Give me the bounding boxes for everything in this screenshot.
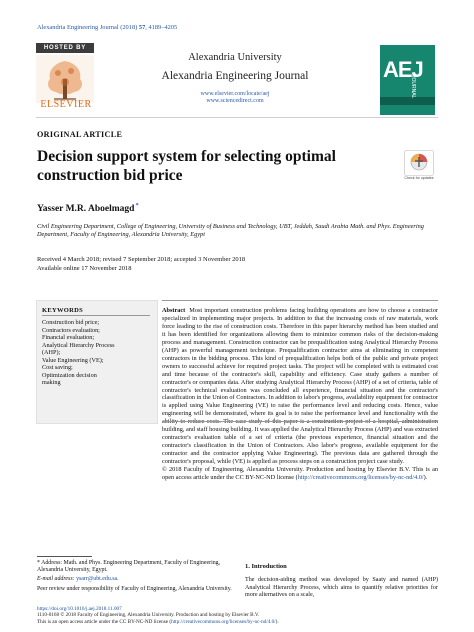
elsevier-tree-logo xyxy=(36,55,94,103)
keyword-item: Financial evaluation; xyxy=(42,334,95,341)
cover-letters: AEJ xyxy=(383,57,423,82)
open-access-close: ). xyxy=(275,618,279,625)
received-dates: Received 4 March 2018; revised 7 September 2018; accepted 3 November 2018 xyxy=(37,256,246,263)
footnote-divider xyxy=(37,556,92,557)
abstract-bottom-divider xyxy=(162,421,438,422)
elsevier-wordmark: ELSEVIER xyxy=(40,99,92,110)
author-address-footnote: * Address: Math. and Phys. Engineering Department, Faculty of Engineering, Alexandria University, Egypt. xyxy=(37,560,221,574)
available-online-date: Available online 17 November 2018 xyxy=(37,265,132,272)
article-title: Decision support system for selecting optimal construction bid price xyxy=(37,148,336,184)
crossmark-icon[interactable] xyxy=(404,150,434,176)
sciencedirect-link[interactable]: www.sciencedirect.com xyxy=(206,98,264,104)
keyword-item: Value Engineering (VE); xyxy=(42,356,104,364)
article-type: ORIGINAL ARTICLE xyxy=(37,130,123,139)
journal-name: Alexandria Engineering Journal xyxy=(161,70,309,82)
keyword-item: Construction bid price; xyxy=(42,319,100,326)
email-footnote xyxy=(37,576,237,583)
author-name xyxy=(37,202,139,214)
abstract-label: Abstract xyxy=(162,307,186,314)
keywords-title: KEYWORDS xyxy=(42,307,84,314)
introduction-heading: 1. Introduction xyxy=(245,563,287,570)
abstract-section xyxy=(162,307,438,482)
introduction-text: The decision-aiding method was developed by Saaty and named (AHP) Analytical Hierarchy Process, which aims to quantify relative priorities for more alternatives on a scale, xyxy=(245,577,438,599)
keyword-item: Optimization decision xyxy=(42,371,97,379)
article-dates xyxy=(37,255,437,273)
crossmark-label[interactable]: Check for updates xyxy=(404,176,434,180)
peer-review-footnote: Peer review under responsibility of Faculty of Engineering, Alexandria University. xyxy=(37,585,232,592)
keyword-item: Analytical Hierarchy Process xyxy=(42,341,115,349)
doi-link[interactable]: https://doi.org/10.1016/j.aej.2018.11.007 xyxy=(37,606,122,612)
journal-locate-link[interactable]: www.elsevier.com/locate/aej xyxy=(200,91,270,97)
hosted-by-label: HOSTED BY xyxy=(36,43,94,53)
keyword-item: Cost saving; xyxy=(42,364,73,371)
journal-masthead xyxy=(100,52,370,104)
license-link[interactable]: http://creativecommons.org/licenses/by-nc-nd/4.0/ xyxy=(297,474,424,482)
open-access-text: This is an open access article under the CC BY-NC-ND license ( xyxy=(37,618,172,625)
issn-copyright: 1110-0168 © 2018 Faculty of Engineering, Alexandria University. Production and hosting by Elsevier B.V. xyxy=(37,612,260,619)
journal-reference: Alexandria Engineering Journal (2018) xyxy=(37,24,138,31)
article-identifiers xyxy=(37,606,447,625)
keywords-list xyxy=(42,319,152,387)
volume-number: 57 xyxy=(138,24,146,31)
open-access-notice xyxy=(37,619,447,625)
cover-stripe xyxy=(380,97,435,105)
university-name: Alexandria University xyxy=(188,52,282,63)
keywords-divider xyxy=(42,315,150,316)
cover-word: JOURNAL xyxy=(410,75,416,99)
copyright-close: ). xyxy=(423,474,428,482)
email-label: E-mail address: xyxy=(37,576,77,583)
author-email-link[interactable]: ysarr@ubt.edu.sa. xyxy=(76,576,119,583)
keyword-item: making xyxy=(42,379,61,386)
page-range: , 4189–4205 xyxy=(145,24,178,31)
author-affiliation: Civil Engineering Department, College of Engineering, University of Business and Technology, UBT, Jeddah, Saudi Arabia Math. and Phys. Engineering Department, Faculty of Engineering, Alexandria University, Egypt xyxy=(37,223,424,239)
keyword-item: Contractors evaluation; xyxy=(42,326,100,334)
abstract-copyright xyxy=(162,466,438,482)
abstract-body: Most important construction problems facing building operations are how to choose a contractor specialized in implementing major projects. In addition to that the increasing costs of raw materials, work force leading to the rise of construction costs. Therefore in this paper hierarchy method has been studied and it has been identified for organizations allowing them to minimize common risks of the decision-making process and management. Construction contractor can be prequalification using Analytical Hierarchy Process (AHP) as powerful management technique. Prequalification contractor aims at eliminating in competent contractors in the bidding process. This kind of prequalification helps both of the public and private project owners to successful achieve for required project tasks. The project will be completed with is estimated cost and time because of the contractor's skill, capability and efficiency. Case study gathers a number of contractor's or companies data. After studying Analytical Hierarchy Process (AHP) of a set of criteria, table of contractor's technical evaluation was concluded all experience, financial situation and the contractor's classification in the Union of Contractors. In addition to labor's progress, availability equipment for contractor is applied using Value Engineering (VE) to raise the performance level and reducing costs. Hence, value engineering will be demonstrated, where its goal is to raise the performance level and functionality with the ability to reduce costs. The case study of this paper is a construction project of a hospital, administration building, and staff housing building. It was applied the Analytical Hierarchy Process (AHP) and was extracted contractor's evaluation table of a set of criteria (the previous experience, financial situation and the contractor's classification in the Union of Contractors. Also labor's progress, available equipment for the contractor and the contractor applying Value Engineering). The previous data are gathered through the contractor's proposal, while (VE) is applied as process steps on a construction project case study. xyxy=(162,307,438,466)
author-text: Yasser M.R. Aboelmagd xyxy=(37,204,135,215)
keyword-item: (AHP); xyxy=(42,349,61,356)
corresponding-author-mark[interactable]: * xyxy=(135,202,139,209)
running-header xyxy=(37,24,177,31)
journal-cover-thumbnail[interactable] xyxy=(380,45,435,115)
bottom-license-link[interactable]: http://creativecommons.org/licenses/by-nc-nd/4.0/ xyxy=(171,618,276,625)
abstract-top-divider xyxy=(162,300,438,301)
footnotes xyxy=(37,560,237,595)
copyright-text: © 2018 Faculty of Engineering, Alexandria University. Production and hosting by Elsevier B.V. This is an open access article under the CC BY-NC-ND license ( xyxy=(162,466,438,482)
